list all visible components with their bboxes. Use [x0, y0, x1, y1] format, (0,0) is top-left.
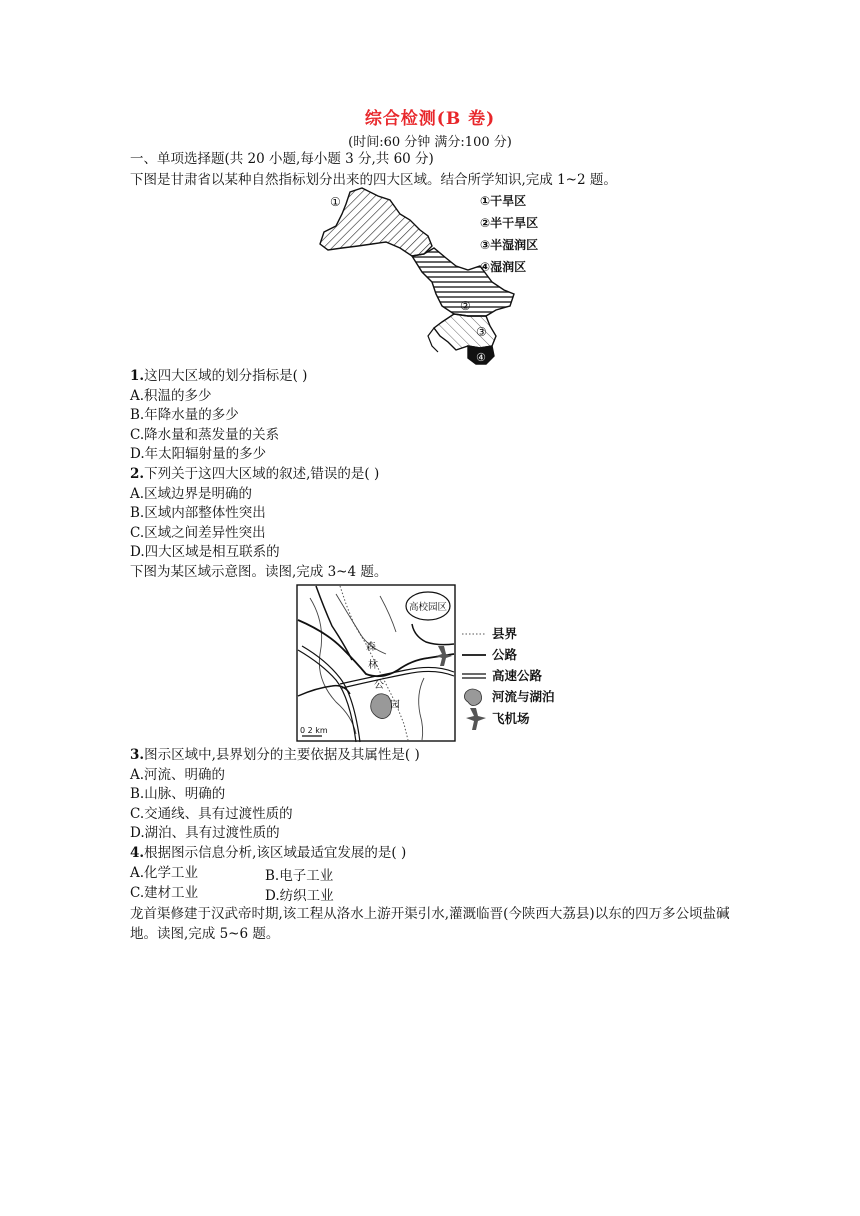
- intro-q1-2: 下图是甘肃省以某种自然指标划分出来的四大区域。结合所学知识,完成 1~2 题。: [130, 172, 617, 188]
- option-4c: C.建材工业: [130, 885, 199, 901]
- option-3b: B.山脉、明确的: [130, 786, 226, 802]
- question-number: 2.: [130, 466, 145, 482]
- option-4d: D.纺织工业: [265, 888, 334, 904]
- exam-time-score: (时间:60 分钟 满分:100 分): [348, 135, 512, 150]
- legend-item-humid: ④湿润区: [480, 260, 527, 274]
- gansu-region-map: [300, 186, 560, 366]
- legend-item-semi-arid: ②半干旱区: [480, 216, 539, 230]
- option-1b: B.年降水量的多少: [130, 407, 239, 423]
- option-1a: A.积温的多少: [130, 388, 212, 404]
- park-char: 公: [374, 680, 384, 691]
- option-2a: A.区域边界是明确的: [130, 486, 253, 502]
- lake-icon: [464, 689, 481, 706]
- question-stem: 这四大区域的划分指标是( ): [144, 368, 308, 384]
- legend-item-arid: ①干旱区: [480, 194, 527, 208]
- question-stem: 根据图示信息分析,该区域最适宜发展的是( ): [144, 845, 407, 861]
- question-stem: 图示区域中,县界划分的主要依据及其属性是( ): [144, 747, 420, 763]
- intro-q3-4: 下图为某区域示意图。读图,完成 3~4 题。: [130, 564, 388, 580]
- question-3: [130, 746, 420, 766]
- option-3c: C.交通线、具有过渡性质的: [130, 806, 293, 822]
- regional-sketch-map: [296, 584, 576, 746]
- option-4a: A.化学工业: [130, 865, 199, 881]
- legend-road: 公路: [492, 647, 518, 662]
- region-label-3: ③: [476, 325, 487, 339]
- campus-label: 高校园区: [409, 602, 448, 613]
- option-1c: C.降水量和蒸发量的关系: [130, 427, 280, 443]
- option-1d: D.年太阳辐射量的多少: [130, 446, 267, 462]
- legend-county-boundary: 县界: [492, 626, 518, 641]
- legend-item-semi-humid: ③半湿润区: [480, 238, 539, 252]
- question-number: 1.: [130, 368, 145, 384]
- region-label-2: ②: [460, 299, 471, 313]
- question-2: [130, 465, 379, 485]
- scale-label: 0 2 km: [300, 726, 328, 735]
- option-3a: A.河流、明确的: [130, 767, 226, 783]
- region-label-4: ④: [476, 351, 486, 364]
- park-char: 园: [390, 700, 400, 711]
- intro-q5-6: 龙首渠修建于汉武帝时期,该工程从洛水上游开渠引水,灌溉临晋(今陕西大荔县)以东的四万多公顷盐碱地。读图,完成 5~6 题。: [130, 906, 730, 942]
- page-title: 综合检测(B 卷): [364, 109, 496, 129]
- option-4b: B.电子工业: [265, 868, 334, 884]
- option-2d: D.四大区域是相互联系的: [130, 544, 280, 560]
- section-heading: 一、单项选择题(共 20 小题,每小题 3 分,共 60 分): [130, 151, 434, 167]
- option-3d: D.湖泊、具有过渡性质的: [130, 825, 280, 841]
- question-1: [130, 367, 307, 387]
- airport-icon: [466, 708, 486, 730]
- option-2c: C.区域之间差异性突出: [130, 525, 266, 541]
- question-4: [130, 844, 406, 864]
- question-stem: 下列关于这四大区域的叙述,错误的是( ): [144, 466, 380, 482]
- legend-airport: 飞机场: [492, 711, 530, 726]
- option-2b: B.区域内部整体性突出: [130, 505, 266, 521]
- park-char: 森: [366, 642, 376, 653]
- question-number: 3.: [130, 747, 145, 763]
- park-char: 林: [368, 660, 378, 671]
- question-number: 4.: [130, 845, 145, 861]
- legend-expressway: 高速公路: [492, 668, 543, 683]
- region-label-1: ①: [330, 195, 341, 209]
- legend-river-lake: 河流与湖泊: [492, 689, 555, 704]
